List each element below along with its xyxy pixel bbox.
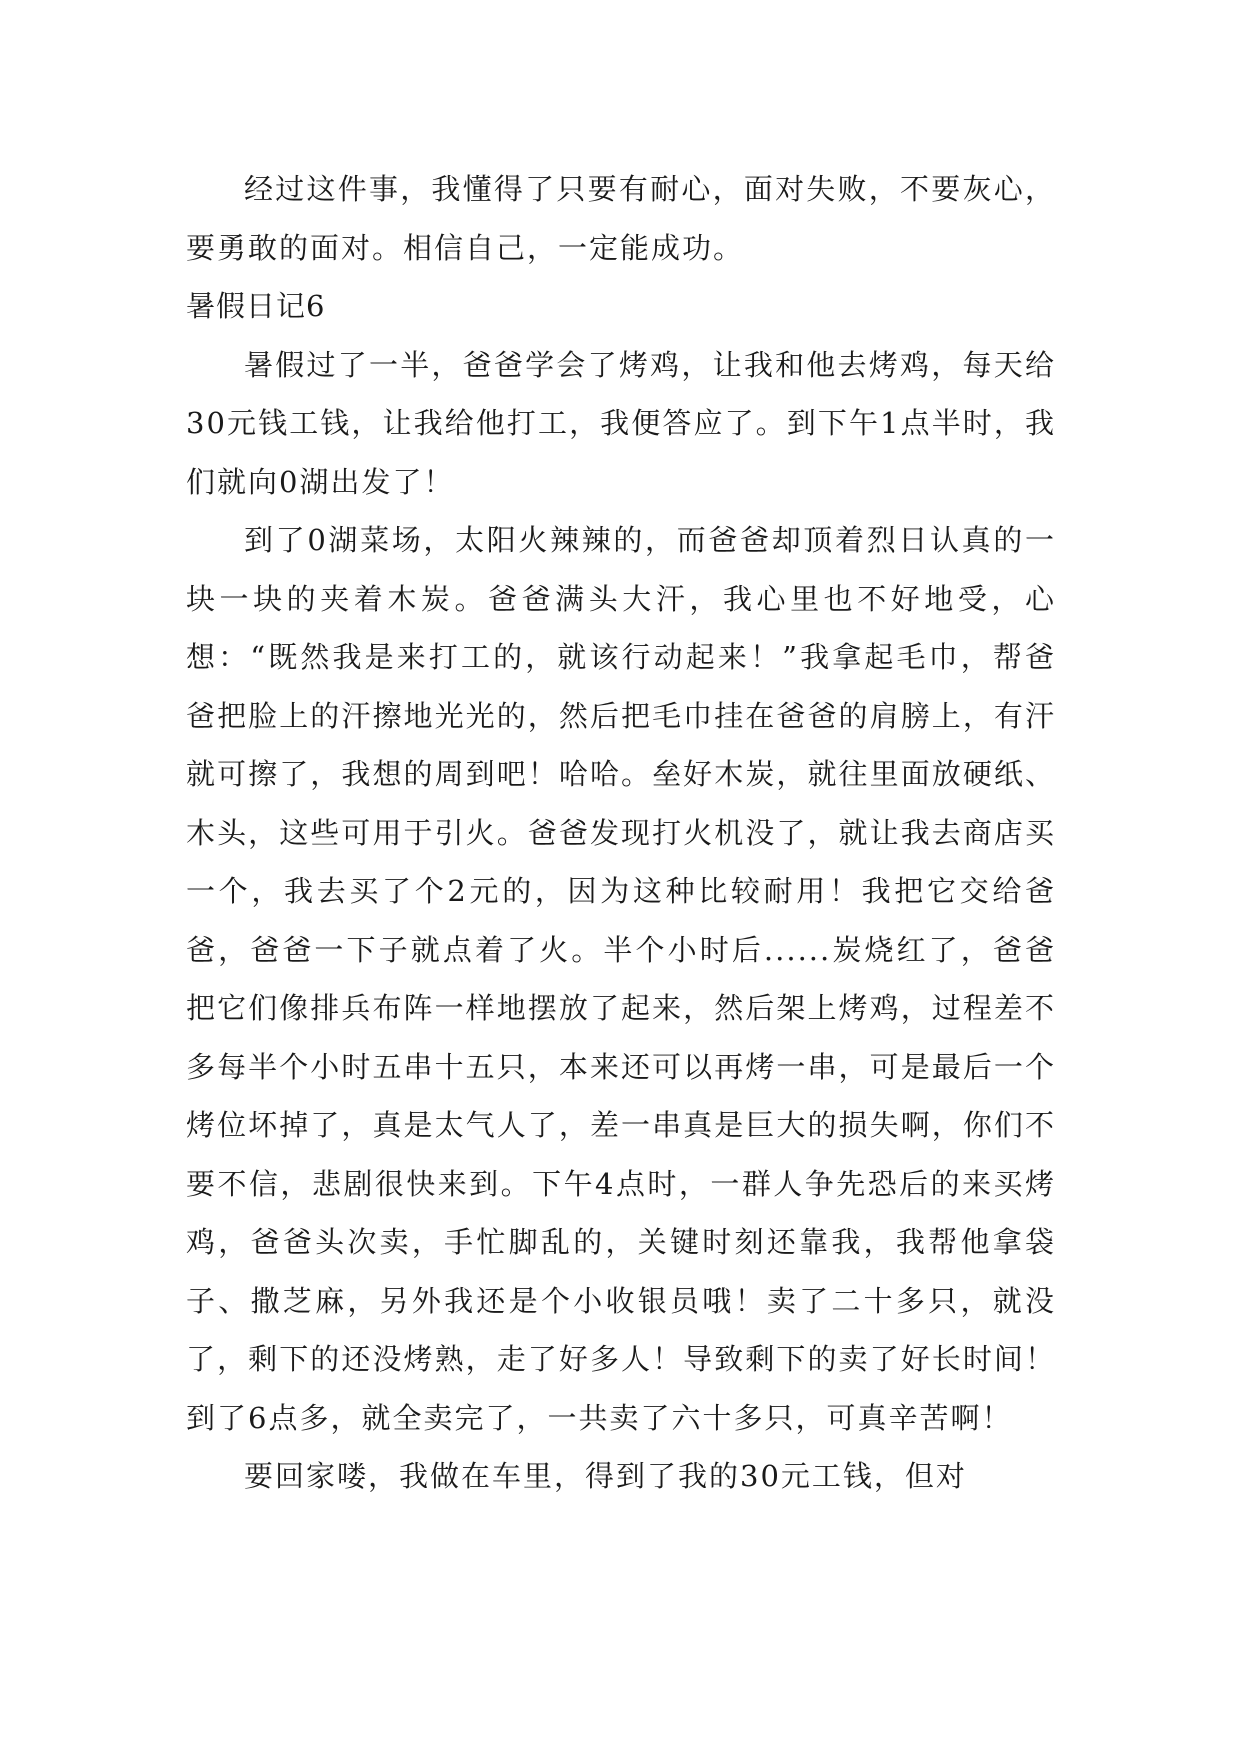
paragraph-going-home: 要回家喽，我做在车里，得到了我的30元工钱，但对: [244, 1459, 967, 1493]
document-body: [186, 160, 1056, 1506]
section-title: 暑假日记6: [186, 289, 326, 323]
paragraph-intro: 暑假过了一半，爸爸学会了烤鸡，让我和他去烤鸡，每天给30元钱工钱，让我给他打工，我便答应了。到下午1点半时，我们就向0湖出发了！: [186, 347, 1056, 499]
paragraph-conclusion: 经过这件事，我懂得了只要有耐心，面对失败，不要灰心，要勇敢的面对。相信自己，一定能成功。: [186, 172, 1056, 265]
paragraph-market: 到了0湖菜场，太阳火辣辣的，而爸爸却顶着烈日认真的一块一块的夹着木炭。爸爸满头大汗，我心里也不好地受，心想：“既然我是来打工的，就该行动起来！”我拿起毛巾，帮爸爸把脸上的汗擦地光光的，然后把毛巾挂在爸爸的肩膀上，有汗就可擦了，我想的周到吧！哈哈。垒好木炭，就往里面放硬纸、木头，这些可用于引火。爸爸发现打火机没了，就让我去商店买一个，我去买了个2元的，因为这种比较耐用！我把它交给爸爸，爸爸一下子就点着了火。半个小时后......炭烧红了，爸爸把它们像排兵布阵一样地摆放了起来，然后架上烤鸡，过程差不多每半个小时五串十五只，本来还可以再烤一串，可是最后一个烤位坏掉了，真是太气人了，差一串真是巨大的损失啊，你们不要不信，悲剧很快来到。下午4点时，一群人争先恐后的来买烤鸡，爸爸头次卖，手忙脚乱的，关键时刻还靠我，我帮他拿袋子、撒芝麻，另外我还是个小收银员哦！卖了二十多只，就没了，剩下的还没烤熟，走了好多人！导致剩下的卖了好长时间！到了6点多，就全卖完了，一共卖了六十多只，可真辛苦啊！: [186, 523, 1056, 1435]
